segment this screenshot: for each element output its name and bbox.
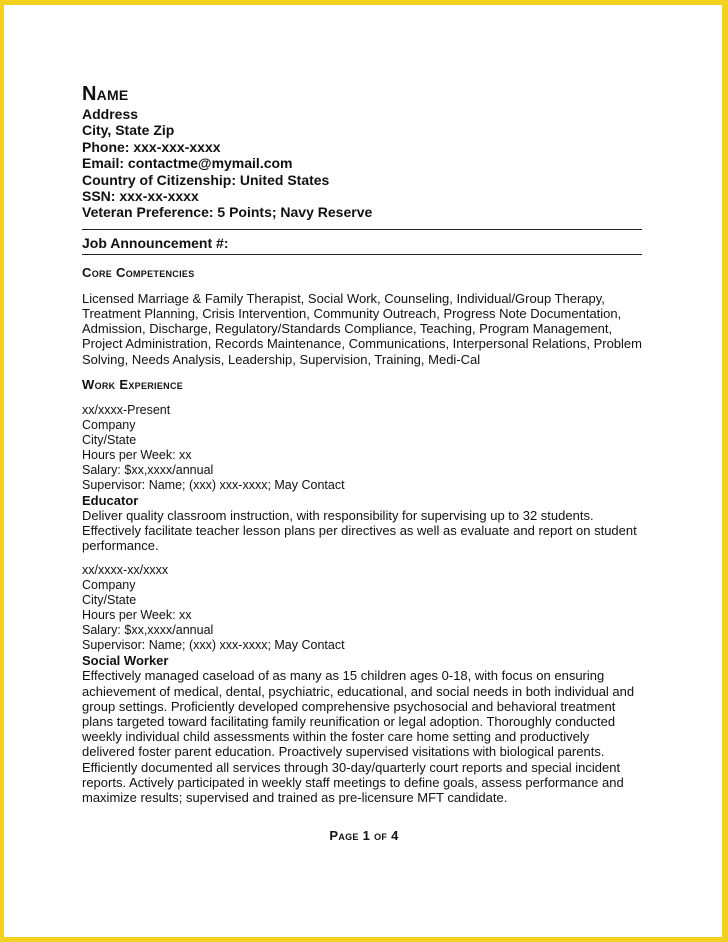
resume-content — [82, 82, 642, 815]
job-announcement: Job Announcement #: — [82, 234, 229, 251]
entry-dates: xx/xxxx-Present — [82, 402, 171, 417]
ssn: SSN: xxx-xx-xxxx — [82, 188, 199, 205]
applicant-name: Name — [82, 83, 129, 105]
divider-bottom — [82, 254, 642, 255]
core-competencies-heading: Core Competencies — [82, 264, 195, 280]
city-state-zip: City, State Zip — [82, 122, 175, 139]
entry-city: City/State — [82, 432, 137, 447]
entry-salary: Salary: $xx,xxxx/annual — [82, 623, 214, 638]
work-experience-heading: Work Experience — [82, 376, 184, 392]
entry-city: City/State — [82, 593, 137, 608]
page-number: Page 1 of 4 — [329, 828, 399, 843]
entry-company: Company — [82, 578, 136, 593]
entry-hours: Hours per Week: xx — [82, 447, 192, 462]
phone: Phone: xxx-xxx-xxxx — [82, 138, 221, 155]
core-competencies-text: Licensed Marriage & Family Therapist, Social Work, Counseling, Individual/Group Therapy, Treatment Planning, Crisis Intervention, Community Outreach, Progress Note Documentation, Admission, Discharge, Regulatory/Standards Compliance, Teaching, Program Management, Project Administration, Records Maintenance, Communications, Interpersonal Relations, Problem Solving, Needs Analysis, Leadership, Supervision, Training, Medi-Cal — [82, 290, 642, 367]
veteran-preference: Veteran Preference: 5 Points; Navy Reserve — [82, 204, 373, 221]
work-entry — [82, 403, 642, 554]
address: Address — [82, 106, 139, 122]
entry-supervisor: Supervisor: Name; (xxx) xxx-xxxx; May Contact — [82, 477, 345, 492]
entry-description: Deliver quality classroom instruction, with responsibility for supervising up to 32 students. Effectively facilitate teacher lesson plans per directives as well as evaluate and report on student performance. — [82, 507, 637, 554]
entry-role: Educator — [82, 492, 139, 508]
entry-salary: Salary: $xx,xxxx/annual — [82, 462, 214, 477]
work-entry — [82, 563, 642, 805]
entry-supervisor: Supervisor: Name; (xxx) xxx-xxxx; May Contact — [82, 638, 345, 653]
entry-role: Social Worker — [82, 653, 169, 669]
entry-company: Company — [82, 417, 136, 432]
entry-hours: Hours per Week: xx — [82, 608, 192, 623]
entry-dates: xx/xxxx-xx/xxxx — [82, 563, 169, 578]
email: Email: contactme@mymail.com — [82, 155, 293, 172]
entry-description: Effectively managed caseload of as many as 15 children ages 0-18, with focus on ensuring achievement of medical, dental, psychiatric, educational, and social needs in both individual and group settings. Proficiently developed comprehensive psychosocial and behavioral treatment plans targeted toward facilitating family reunification or legal adoption. Thoroughly conducted weekly individual child assessments within the foster care home setting and productively delivered foster parent education. Proactively supervised visitations with biological parents. Efficiently documented all services through 30-day/quarterly court reports and special incident reports. Actively participated in weekly staff meetings to define goals, assess performance and maximize results; supervised and trained as pre-licensure MFT candidate. — [82, 668, 635, 806]
citizenship: Country of Citizenship: United States — [82, 171, 330, 188]
